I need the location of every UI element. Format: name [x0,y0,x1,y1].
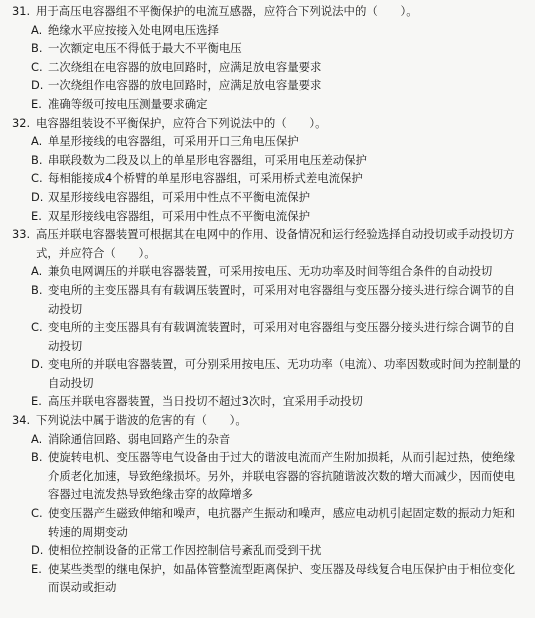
option-letter: E. [31,96,42,111]
option-text: 准确等级可按电压测量要求确定 [48,96,208,111]
option [31,262,525,281]
option-letter: B. [31,450,43,465]
option [31,21,525,40]
option-text: 变电所的并联电容器装置，可分别采用按电压、无功功率（电流）、功率因数或时间为控制量的自动投切 [48,357,521,390]
option-text: 一次绕组作电容器的放电回路时，应满足放电容量要求 [48,78,322,93]
option [31,355,525,392]
option [31,541,525,560]
option-text: 变电所的主变压器具有有载调流装置时，可采用对电容器组与变压器分接头进行综合调节的自动投切 [48,320,516,353]
option-text: 变电所的主变压器具有有载调压装置时，可采用对电容器组与变压器分接头进行综合调节的自动投切 [48,282,516,316]
option-letter: E. [31,394,42,409]
question-stem: 下列说法中属于谐波的危害的有（ ）。 [36,413,247,428]
option [31,169,525,188]
option-letter: C. [31,59,43,74]
option-letter: C. [31,506,43,521]
option-text: 双星形接线电容器组，可采用中性点不平衡电流保护 [48,208,310,223]
option-letter: E. [31,208,42,223]
question-31 [12,2,525,114]
option [31,392,525,411]
option-letter: D. [31,189,44,204]
option-letter: A. [31,264,43,279]
option [31,504,525,541]
question-stem: 电容器组装设不平衡保护，应符合下列说法中的（ ）。 [36,115,327,130]
option-text: 使相位控制设备的正常工作因控制信号紊乱而受到干扰 [48,543,322,558]
option-letter: B. [31,152,43,167]
option-letter: E. [31,561,42,576]
option-letter: B. [31,41,43,56]
question-34 [12,411,525,597]
option-letter: B. [31,282,43,297]
option-letter: D. [31,78,44,93]
option [31,58,525,77]
option [31,188,525,207]
option-text: 单星形接线的电容器组，可采用开口三角电压保护 [48,134,299,149]
option-text: 每相能接成4个桥臂的单星形电容器组，可采用桥式差电流保护 [48,171,363,186]
option [31,207,525,226]
option-text: 串联段数为二段及以上的单星形电容器组，可采用电压差动保护 [48,152,367,167]
option [31,430,525,449]
question-33 [12,225,525,411]
question-number: 34. [12,413,31,428]
question-number: 31. [12,4,31,18]
option-letter: A. [31,22,43,37]
option-letter: D. [31,543,44,558]
option-text: 双星形接线电容器组，可采用中性点不平衡电流保护 [48,189,310,204]
option-letter: A. [31,431,43,446]
option [31,76,525,95]
option-letter: A. [31,134,43,149]
option-text: 兼负电网调压的并联电容器装置，可采用按电压、无功功率及时间等组合条件的自动投切 [48,264,493,279]
option-text: 绝缘水平应按接入处电网电压选择 [48,22,219,37]
option-text: 二次绕组在电容器的放电回路时，应满足放电容量要求 [48,59,322,74]
option-letter: C. [31,320,43,335]
option-text: 使某些类型的继电保护，如晶体管整流型距离保护、变压器及母线复合电压保护由于相位变化而误动或拒动 [48,561,516,595]
option [31,318,525,355]
option [31,95,525,114]
question-number: 32. [12,115,31,130]
option [31,151,525,170]
option [31,560,525,597]
question-32 [12,114,525,226]
option-text: 使旋转电机、变压器等电气设备由于过大的谐波电流而产生附加损耗，从而引起过热，使绝缘介质老化加速，导致绝缘损坏。另外，并联电容器的容抗随谐波次数的增大而减少，因而使电容器过电流发热导致绝缘击穿的故障增多 [48,450,516,502]
question-number: 33. [12,227,31,242]
option [31,448,525,504]
option-text: 使变压器产生磁致伸缩和噪声，电抗器产生振动和噪声，感应电动机引起固定数的振动力矩和转速的周期变动 [48,506,516,539]
option-letter: C. [31,171,43,186]
option-text: 消除通信回路、弱电回路产生的杂音 [48,431,231,446]
option-text: 高压并联电容器装置，当日投切不超过3次时，宜采用手动投切 [48,394,363,409]
question-stem: 用于高压电容器组不平衡保护的电流互感器，应符合下列说法中的（ ）。 [36,4,418,18]
option [31,281,525,318]
option-text: 一次额定电压不得低于最大不平衡电压 [48,41,242,56]
option [31,39,525,58]
question-stem: 高压并联电容器装置可根据其在电网中的作用、设备情况和运行经验选择自动投切或手动投切方式，并应符合（ ）。 [36,227,515,260]
option [31,132,525,151]
option-letter: D. [31,357,44,372]
